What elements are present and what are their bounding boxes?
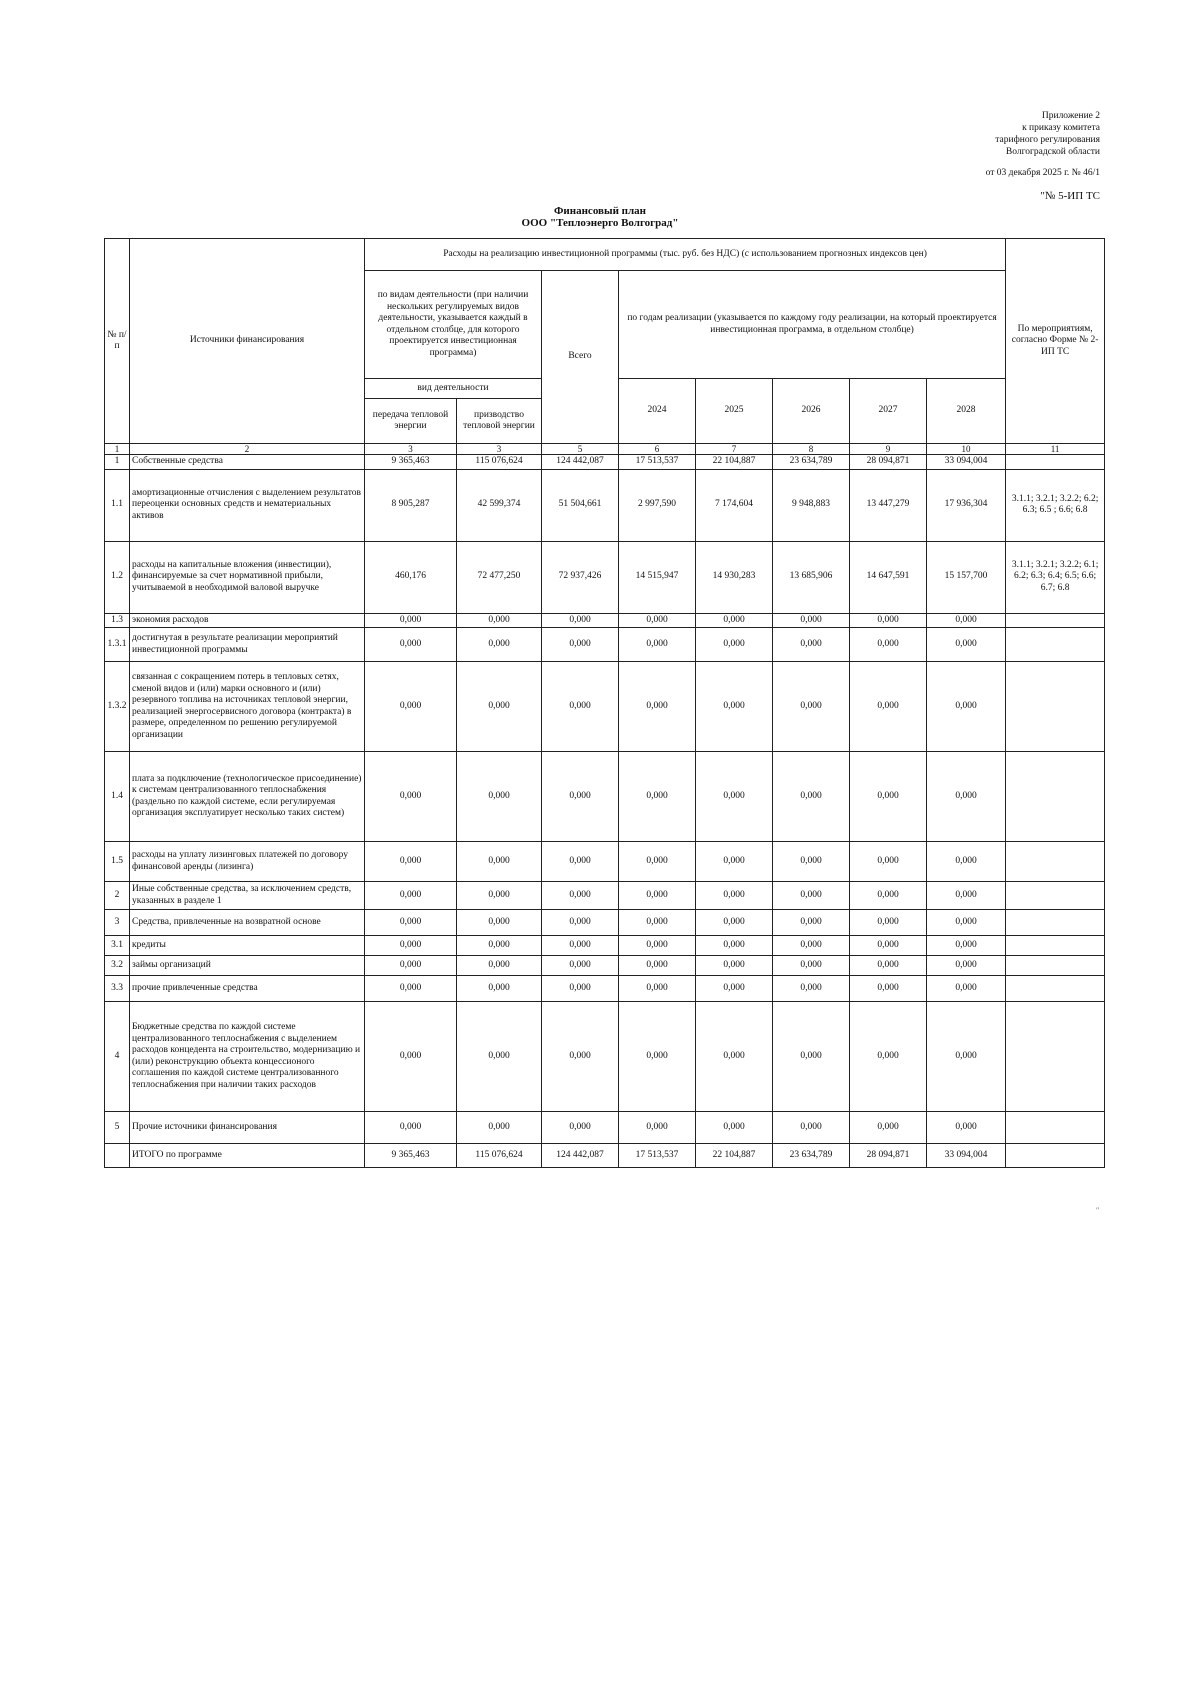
row-value: 0,000 [696,882,773,910]
row-value: 0,000 [457,936,542,956]
row-measures-ref [1006,976,1105,1002]
row-value: 17 513,537 [619,1144,696,1168]
document-title [0,205,1200,229]
row-source-label: ИТОГО по программе [130,1144,365,1168]
row-value: 0,000 [619,910,696,936]
row-value: 0,000 [619,662,696,752]
row-measures-ref: 3.1.1; 3.2.1; 3.2.2; 6.1; 6.2; 6.3; 6.4; 6.5; 6.6; 6.7; 6.8 [1006,541,1105,613]
appendix-note [986,110,1100,179]
appendix-line: к приказу комитета [1022,123,1100,133]
row-value: 0,000 [850,956,927,976]
column-number: 11 [1006,444,1105,455]
appendix-line: Приложение 2 [1041,111,1100,121]
row-value: 0,000 [457,628,542,662]
row-value: 0,000 [365,613,457,628]
header-no: № п/п [105,239,130,444]
row-value: 17 936,304 [927,469,1006,541]
row-source-label: Бюджетные средства по каждой системе централизованного теплоснабжения с выделением расходов концедента на строительство, модернизацию и (или) реконструкцию объекта концессионого соглашения по каждой системе централизованного теплоснабжения при наличии таких расходов [130,1002,365,1112]
row-value: 0,000 [365,936,457,956]
row-value: 14 515,947 [619,541,696,613]
row-source-label: Средства, привлеченные на возвратной основе [130,910,365,936]
row-value: 0,000 [773,1112,850,1144]
row-value: 0,000 [619,976,696,1002]
table-row [105,541,1105,613]
row-value: 0,000 [365,1112,457,1144]
row-measures-ref [1006,628,1105,662]
row-source-label: прочие привлеченные средства [130,976,365,1002]
row-number: 3.2 [105,956,130,976]
row-value: 28 094,871 [850,455,927,470]
row-measures-ref: 3.1.1; 3.2.1; 3.2.2; 6.2; 6.3; 6.5 ; 6.6; 6.8 [1006,469,1105,541]
row-value: 0,000 [542,976,619,1002]
row-value: 14 647,591 [850,541,927,613]
financial-plan-table [104,238,1105,1168]
row-source-label: достигнутая в результате реализации мероприятий инвестиционной программы [130,628,365,662]
row-value: 124 442,087 [542,455,619,470]
row-source-label: расходы на уплату лизинговых платежей по договору финансовой аренды (лизинга) [130,842,365,882]
row-measures-ref [1006,455,1105,470]
row-value: 0,000 [542,936,619,956]
row-source-label: Иные собственные средства, за исключением средств, указанных в разделе 1 [130,882,365,910]
row-number: 1.3.2 [105,662,130,752]
header-year: 2024 [619,379,696,444]
column-number: 3 [365,444,457,455]
row-value: 0,000 [619,882,696,910]
row-value: 0,000 [457,882,542,910]
row-value: 0,000 [457,1112,542,1144]
corner-mark: ″ [1096,1206,1100,1215]
row-value: 0,000 [773,662,850,752]
row-value: 22 104,887 [696,455,773,470]
row-measures-ref [1006,1002,1105,1112]
row-source-label: Прочие источники финансирования [130,1112,365,1144]
row-value: 0,000 [542,662,619,752]
row-value: 0,000 [365,956,457,976]
table-row [105,956,1105,976]
row-value: 0,000 [619,628,696,662]
row-number [105,1144,130,1168]
row-value: 0,000 [457,752,542,842]
row-number: 2 [105,882,130,910]
row-value: 0,000 [619,1112,696,1144]
row-value: 0,000 [457,842,542,882]
row-value: 0,000 [927,936,1006,956]
row-source-label: займы организаций [130,956,365,976]
row-number: 3 [105,910,130,936]
row-value: 2 997,590 [619,469,696,541]
row-value: 0,000 [542,628,619,662]
header-total: Всего [542,271,619,444]
table-row [105,910,1105,936]
row-value: 0,000 [619,752,696,842]
row-number: 1.2 [105,541,130,613]
row-value: 22 104,887 [696,1144,773,1168]
row-value: 0,000 [696,956,773,976]
row-value: 42 599,374 [457,469,542,541]
row-number: 4 [105,1002,130,1112]
row-source-label: кредиты [130,936,365,956]
table-row [105,842,1105,882]
row-value: 0,000 [619,613,696,628]
row-value: 0,000 [365,628,457,662]
row-value: 0,000 [927,882,1006,910]
row-value: 23 634,789 [773,1144,850,1168]
row-number: 1.5 [105,842,130,882]
table-row [105,455,1105,470]
row-value: 0,000 [773,910,850,936]
row-value: 0,000 [457,613,542,628]
header-source: Источники финансирования [130,239,365,444]
row-number: 3.1 [105,936,130,956]
row-source-label: экономия расходов [130,613,365,628]
row-value: 0,000 [850,752,927,842]
table-row [105,628,1105,662]
row-value: 9 365,463 [365,1144,457,1168]
row-measures-ref [1006,936,1105,956]
row-value: 0,000 [696,1112,773,1144]
row-source-label: расходы на капитальные вложения (инвестиции), финансируемые за счет нормативной прибыли, учитываемой в необходимой валовой выручке [130,541,365,613]
header-year: 2027 [850,379,927,444]
row-value: 0,000 [457,956,542,976]
row-value: 15 157,700 [927,541,1006,613]
row-value: 0,000 [850,882,927,910]
table-row [105,1144,1105,1168]
row-value: 0,000 [850,936,927,956]
appendix-line: тарифного регулирования [995,135,1100,145]
row-value: 115 076,624 [457,1144,542,1168]
row-value: 0,000 [927,662,1006,752]
row-value: 0,000 [773,752,850,842]
row-value: 0,000 [850,910,927,936]
header-activity-transmission: передача тепловой энергии [365,399,457,444]
row-value: 0,000 [696,1002,773,1112]
row-value: 0,000 [927,910,1006,936]
column-number: 2 [130,444,365,455]
row-source-label: амортизационные отчисления с выделением результатов переоценки основных средств и нематериальных активов [130,469,365,541]
row-value: 0,000 [696,662,773,752]
table-row [105,752,1105,842]
row-source-label: плата за подключение (технологическое присоединение) к системам централизованного теплоснабжения (раздельно по каждой системе, если регулируемая организация эксплуатирует несколько таких систем) [130,752,365,842]
row-value: 28 094,871 [850,1144,927,1168]
row-value: 0,000 [542,1002,619,1112]
row-number: 1.3.1 [105,628,130,662]
column-number: 6 [619,444,696,455]
row-value: 0,000 [927,976,1006,1002]
row-value: 0,000 [542,1112,619,1144]
row-value: 0,000 [850,613,927,628]
row-value: 0,000 [457,1002,542,1112]
row-value: 0,000 [457,976,542,1002]
column-number: 10 [927,444,1006,455]
table-row [105,469,1105,541]
row-value: 0,000 [850,1112,927,1144]
row-value: 0,000 [365,662,457,752]
row-measures-ref [1006,1144,1105,1168]
row-value: 0,000 [542,842,619,882]
row-value: 33 094,004 [927,455,1006,470]
row-value: 0,000 [619,1002,696,1112]
row-value: 0,000 [850,842,927,882]
row-value: 0,000 [696,936,773,956]
row-value: 13 685,906 [773,541,850,613]
row-source-label: Собственные средства [130,455,365,470]
title-line-1: Финансовый план [553,205,647,217]
row-value: 0,000 [773,1002,850,1112]
row-value: 72 477,250 [457,541,542,613]
row-measures-ref [1006,613,1105,628]
row-value: 0,000 [773,936,850,956]
header-by-years: по годам реализации (указывается по каждому году реализации, на который проектируется инвестиционная программа, в отдельном столбце) [619,271,1006,379]
row-value: 0,000 [365,976,457,1002]
row-value: 0,000 [542,956,619,976]
table-header [105,239,1105,455]
row-value: 0,000 [773,628,850,662]
row-value: 0,000 [457,662,542,752]
row-value: 0,000 [365,1002,457,1112]
row-value: 8 905,287 [365,469,457,541]
row-measures-ref [1006,882,1105,910]
row-value: 0,000 [365,752,457,842]
row-value: 0,000 [773,842,850,882]
row-value: 17 513,537 [619,455,696,470]
row-value: 0,000 [927,956,1006,976]
row-value: 0,000 [542,910,619,936]
row-value: 0,000 [542,752,619,842]
row-value: 0,000 [773,613,850,628]
row-source-label: связанная с сокращением потерь в тепловых сетях, сменой видов и (или) марки основного и (или) резервного топлива на источниках тепловой энергии, реализацией энергосервисного договора (контракта) в размере, определенном по решению регулируемой организации [130,662,365,752]
table-row [105,613,1105,628]
table-row [105,662,1105,752]
row-number: 3.3 [105,976,130,1002]
row-value: 0,000 [619,936,696,956]
row-value: 0,000 [365,882,457,910]
row-number: 5 [105,1112,130,1144]
column-number: 8 [773,444,850,455]
row-value: 0,000 [542,882,619,910]
row-value: 33 094,004 [927,1144,1006,1168]
column-number: 3 [457,444,542,455]
header-activity-production: призводство тепловой энергии [457,399,542,444]
row-value: 0,000 [850,628,927,662]
row-value: 0,000 [365,842,457,882]
row-value: 115 076,624 [457,455,542,470]
row-value: 0,000 [619,842,696,882]
row-value: 14 930,283 [696,541,773,613]
row-value: 0,000 [619,956,696,976]
row-measures-ref [1006,662,1105,752]
row-value: 0,000 [696,910,773,936]
row-value: 0,000 [457,910,542,936]
header-year: 2026 [773,379,850,444]
column-number: 5 [542,444,619,455]
header-measures: По мероприятиям, согласно Форме № 2-ИП ТС [1006,239,1105,444]
table-row [105,976,1105,1002]
row-value: 0,000 [927,613,1006,628]
row-value: 9 948,883 [773,469,850,541]
row-number: 1 [105,455,130,470]
header-year: 2028 [927,379,1006,444]
form-number: "№ 5-ИП ТС [1040,190,1100,202]
row-value: 0,000 [542,613,619,628]
header-by-activity: по видам деятельности (при наличии нескольких регулируемых видов деятельности, указывается каждый в отдельном столбце, для которого проектируется инвестиционная программа) [365,271,542,379]
row-value: 0,000 [773,882,850,910]
row-value: 0,000 [927,842,1006,882]
row-value: 0,000 [927,1112,1006,1144]
row-value: 0,000 [927,628,1006,662]
row-value: 0,000 [696,752,773,842]
row-value: 51 504,661 [542,469,619,541]
row-value: 0,000 [927,1002,1006,1112]
row-value: 0,000 [696,613,773,628]
row-value: 124 442,087 [542,1144,619,1168]
row-value: 0,000 [696,842,773,882]
row-value: 0,000 [850,1002,927,1112]
row-value: 460,176 [365,541,457,613]
row-value: 9 365,463 [365,455,457,470]
row-value: 0,000 [850,662,927,752]
row-value: 0,000 [850,976,927,1002]
row-measures-ref [1006,910,1105,936]
row-value: 72 937,426 [542,541,619,613]
table-body [105,455,1105,1168]
column-number: 7 [696,444,773,455]
title-line-2: ООО "Теплоэнерго Волгоград" [521,217,679,229]
row-value: 0,000 [696,976,773,1002]
row-number: 1.1 [105,469,130,541]
table-row [105,1002,1105,1112]
row-value: 23 634,789 [773,455,850,470]
row-number: 1.4 [105,752,130,842]
order-date: от 03 декабря 2025 г. № 46/1 [985,168,1100,178]
header-expenses: Расходы на реализацию инвестиционной программы (тыс. руб. без НДС) (с использованием прогнозных индексов цен) [365,239,1006,271]
row-measures-ref [1006,752,1105,842]
row-number: 1.3 [105,613,130,628]
row-measures-ref [1006,956,1105,976]
row-value: 0,000 [773,976,850,1002]
row-value: 13 447,279 [850,469,927,541]
row-value: 0,000 [696,628,773,662]
column-number: 9 [850,444,927,455]
row-value: 0,000 [927,752,1006,842]
row-measures-ref [1006,842,1105,882]
appendix-line: Волгоградской области [1005,147,1100,157]
row-value: 7 174,604 [696,469,773,541]
row-measures-ref [1006,1112,1105,1144]
column-number: 1 [105,444,130,455]
table-row [105,882,1105,910]
header-activity-type: вид деятельности [365,379,542,399]
table-row [105,936,1105,956]
table-row [105,1112,1105,1144]
header-year: 2025 [696,379,773,444]
row-value: 0,000 [773,956,850,976]
row-value: 0,000 [365,910,457,936]
